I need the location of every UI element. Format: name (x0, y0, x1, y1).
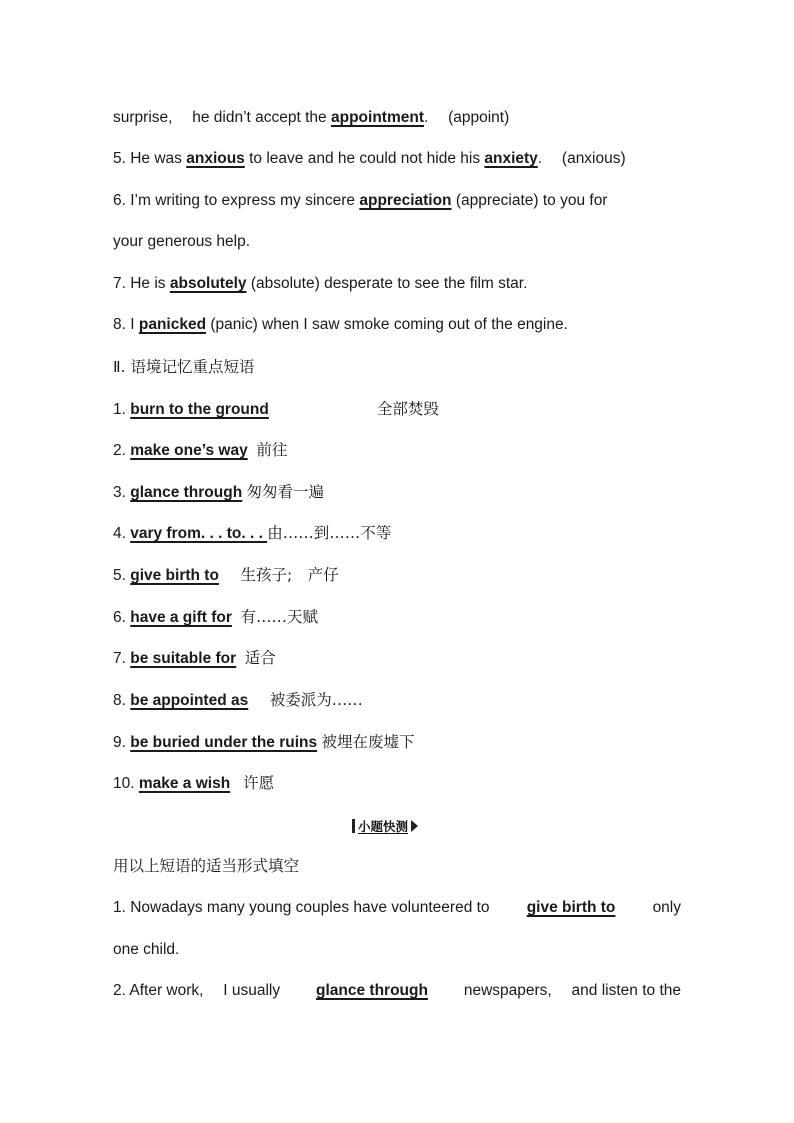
phrase-number: 5. (113, 567, 131, 584)
answer-panicked: panicked (138, 316, 207, 333)
question-text: 1. Nowadays many young couples have volunteered to (113, 899, 490, 916)
phrase-meaning: 被埋在废墟下 (321, 733, 415, 751)
answer-appointment: appointment (330, 109, 424, 126)
phrase-meaning: 许愿 (243, 774, 275, 792)
phrase-item-10 (113, 773, 274, 794)
answer-absolutely: absolutely (169, 275, 247, 292)
vocab-line-8 (113, 315, 568, 335)
phrase-answer: burn to the ground (130, 401, 269, 418)
quiz-badge (352, 817, 418, 835)
phrase-item-2 (113, 440, 287, 461)
answer-anxiety: anxiety (484, 150, 538, 167)
phrase-meaning: 适合 (244, 649, 276, 667)
phrase-number: 4. (113, 525, 131, 542)
phrase-answer: give birth to (130, 567, 219, 584)
vocab-text: 6. I’m writing to express my sincere (113, 192, 360, 209)
question-text: newspapers, and listen to the (463, 982, 681, 999)
phrase-number: 3. (113, 484, 131, 501)
vocab-text: to leave and he could not hide his (244, 150, 485, 167)
vocab-text: 5. He was (113, 150, 187, 167)
quiz-badge-label: 小题快测 (358, 819, 409, 834)
question-answer: give birth to (526, 899, 616, 916)
quiz-question-2 (113, 981, 681, 1001)
phrase-number: 10. (113, 775, 139, 792)
vocab-text: . (appoint) (423, 109, 510, 126)
answer-anxious: anxious (186, 150, 245, 167)
phrase-answer: vary from. . . to. . . (130, 525, 268, 542)
phrase-answer: be appointed as (130, 692, 249, 709)
vocab-text: . (anxious) (537, 150, 626, 167)
phrase-meaning: 前往 (256, 441, 288, 459)
section-title: Ⅱ. 语境记忆重点短语 (113, 358, 255, 376)
answer-appreciation: appreciation (359, 192, 452, 209)
vocab-text: (absolute) desperate to see the film star. (246, 275, 528, 292)
vocab-line-4-cont (113, 108, 509, 128)
phrase-answer: have a gift for (130, 609, 232, 626)
phrase-answer: make a wish (138, 775, 231, 792)
phrase-item-7 (113, 648, 276, 669)
phrase-meaning: 被委派为…… (269, 691, 363, 709)
phrase-meaning: 由……到……不等 (267, 524, 392, 542)
vocab-text: (panic) when I saw smoke coming out of the engine. (206, 316, 568, 333)
phrase-meaning: 有……天赋 (240, 608, 319, 626)
question-answer: glance through (316, 982, 428, 999)
vocab-line-6 (113, 191, 607, 211)
phrase-meaning: 匆匆看一遍 (246, 483, 325, 501)
vocab-text: 8. I (113, 316, 139, 333)
badge-arrow-icon (411, 820, 418, 832)
phrase-meaning: 生孩子; 产仔 (240, 566, 339, 584)
phrase-item-4 (113, 523, 391, 544)
vocab-line-5 (113, 149, 626, 169)
phrase-item-8 (113, 690, 363, 711)
phrase-answer: make one’s way (130, 442, 248, 459)
phrase-answer: be buried under the ruins (130, 734, 318, 751)
vocab-text: your generous help. (113, 233, 251, 250)
question-text: 2. After work, I usually (113, 982, 281, 999)
quiz-question-1-cont: one child. (113, 941, 180, 958)
phrase-item-5 (113, 565, 339, 586)
phrase-number: 1. (113, 401, 131, 418)
phrase-answer: glance through (130, 484, 243, 501)
vocab-line-6-cont (113, 232, 250, 252)
phrase-number: 7. (113, 650, 131, 667)
phrase-item-1 (113, 399, 439, 420)
question-text: only (652, 899, 681, 916)
vocab-line-7 (113, 274, 527, 294)
phrase-meaning: 全部焚毁 (376, 400, 439, 418)
phrase-number: 9. (113, 734, 131, 751)
phrase-number: 2. (113, 442, 131, 459)
phrase-number: 8. (113, 692, 131, 709)
phrase-item-9 (113, 732, 414, 753)
badge-bar-icon (352, 819, 355, 833)
quiz-instruction: 用以上短语的适当形式填空 (113, 857, 300, 875)
phrase-answer: be suitable for (130, 650, 237, 667)
phrase-item-6 (113, 607, 318, 628)
quiz-question-1 (113, 898, 681, 918)
vocab-text: 7. He is (113, 275, 170, 292)
phrase-number: 6. (113, 609, 131, 626)
phrase-item-3 (113, 482, 324, 503)
vocab-text: (appreciate) to you for (451, 192, 608, 209)
vocab-text: surprise, he didn’t accept the (113, 109, 331, 126)
